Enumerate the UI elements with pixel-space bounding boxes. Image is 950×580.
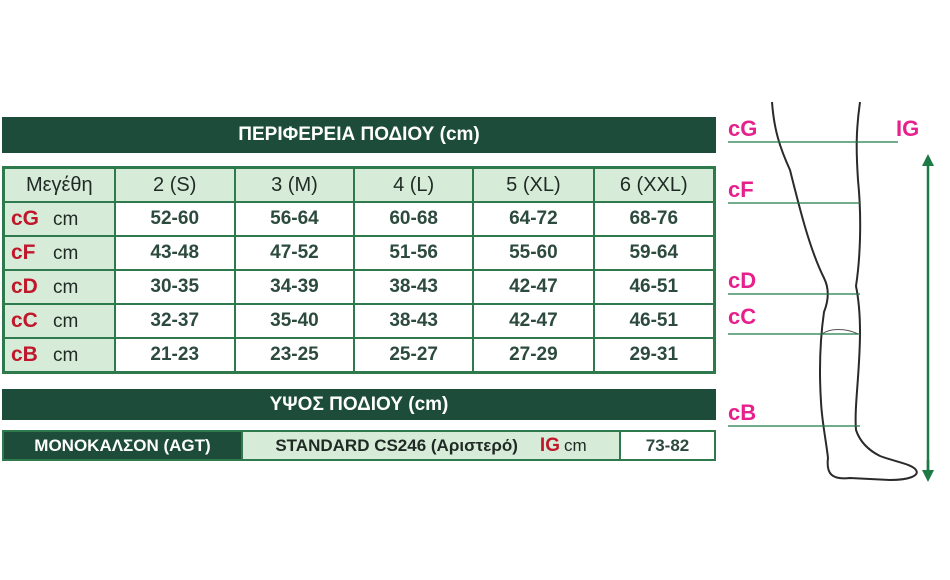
table-cell: 34-39 bbox=[235, 270, 354, 304]
standard-label: STANDARD CS246 (Αριστερό) bbox=[275, 435, 518, 455]
measure-code: cG bbox=[11, 207, 40, 230]
measure-unit: cm bbox=[53, 209, 79, 230]
leg-knee-line bbox=[822, 330, 858, 335]
leg-diagram bbox=[720, 90, 946, 495]
table-cell: 38-43 bbox=[354, 304, 473, 338]
header-sizes: Μεγέθη bbox=[4, 168, 115, 202]
row-label bbox=[4, 304, 115, 338]
table-cell: 55-60 bbox=[473, 236, 593, 270]
label-cg: cG bbox=[728, 116, 758, 141]
perimeter-title: ΠΕΡΙΦΕΡΕΙΑ ΠΟΔΙΟΥ (cm) bbox=[2, 117, 716, 153]
table-cell: 51-56 bbox=[354, 236, 473, 270]
measure-unit: cm bbox=[53, 243, 79, 264]
model-row bbox=[2, 430, 716, 461]
table-row bbox=[4, 338, 714, 372]
ig-unit: cm bbox=[563, 435, 587, 455]
label-cf: cF bbox=[728, 177, 754, 202]
ig-code: IG bbox=[539, 434, 560, 456]
header-size-6: 6 (XXL) bbox=[594, 168, 714, 202]
measure-code: cC bbox=[11, 309, 38, 332]
table-cell: 43-48 bbox=[115, 236, 235, 270]
table-header-row bbox=[4, 168, 714, 202]
table-cell: 42-47 bbox=[473, 304, 593, 338]
row-label bbox=[4, 338, 115, 372]
table-cell: 29-31 bbox=[594, 338, 714, 372]
measure-unit: cm bbox=[53, 277, 79, 298]
table-cell: 32-37 bbox=[115, 304, 235, 338]
table-cell: 47-52 bbox=[235, 236, 354, 270]
table-cell: 30-35 bbox=[115, 270, 235, 304]
table-row bbox=[4, 202, 714, 236]
ig-value: 73-82 bbox=[621, 432, 714, 459]
height-title: ΥΨΟΣ ΠΟΔΙΟΥ (cm) bbox=[2, 389, 716, 420]
row-label bbox=[4, 270, 115, 304]
table-cell: 25-27 bbox=[354, 338, 473, 372]
table-cell: 46-51 bbox=[594, 270, 714, 304]
table-cell: 23-25 bbox=[235, 338, 354, 372]
table-cell: 38-43 bbox=[354, 270, 473, 304]
model-name: ΜΟΝΟΚΑΛΣΟΝ (AGT) bbox=[4, 432, 241, 459]
table-row bbox=[4, 270, 714, 304]
table-cell: 59-64 bbox=[594, 236, 714, 270]
table-cell: 56-64 bbox=[235, 202, 354, 236]
table-cell: 46-51 bbox=[594, 304, 714, 338]
header-size-3: 3 (M) bbox=[235, 168, 354, 202]
table-cell: 60-68 bbox=[354, 202, 473, 236]
label-cd: cD bbox=[728, 268, 757, 293]
table-cell: 64-72 bbox=[473, 202, 593, 236]
leg-outline-back bbox=[772, 102, 920, 480]
table-row bbox=[4, 304, 714, 338]
table-cell: 35-40 bbox=[235, 304, 354, 338]
measure-unit: cm bbox=[53, 345, 79, 366]
size-table bbox=[2, 166, 716, 374]
label-cb: cB bbox=[728, 400, 757, 425]
header-size-4: 4 (L) bbox=[354, 168, 473, 202]
label-ig: IG bbox=[896, 116, 920, 141]
table-cell: 68-76 bbox=[594, 202, 714, 236]
measure-code: cF bbox=[11, 241, 36, 264]
header-size-2: 2 (S) bbox=[115, 168, 235, 202]
model-standard bbox=[241, 432, 621, 459]
measure-code: cB bbox=[11, 343, 38, 366]
label-cc: cC bbox=[728, 304, 757, 329]
table-cell: 27-29 bbox=[473, 338, 593, 372]
header-size-5: 5 (XL) bbox=[473, 168, 593, 202]
row-label bbox=[4, 202, 115, 236]
table-cell: 42-47 bbox=[473, 270, 593, 304]
measure-code: cD bbox=[11, 275, 38, 298]
table-row bbox=[4, 236, 714, 270]
measure-unit: cm bbox=[53, 311, 79, 332]
row-label bbox=[4, 236, 115, 270]
table-cell: 52-60 bbox=[115, 202, 235, 236]
table-cell: 21-23 bbox=[115, 338, 235, 372]
